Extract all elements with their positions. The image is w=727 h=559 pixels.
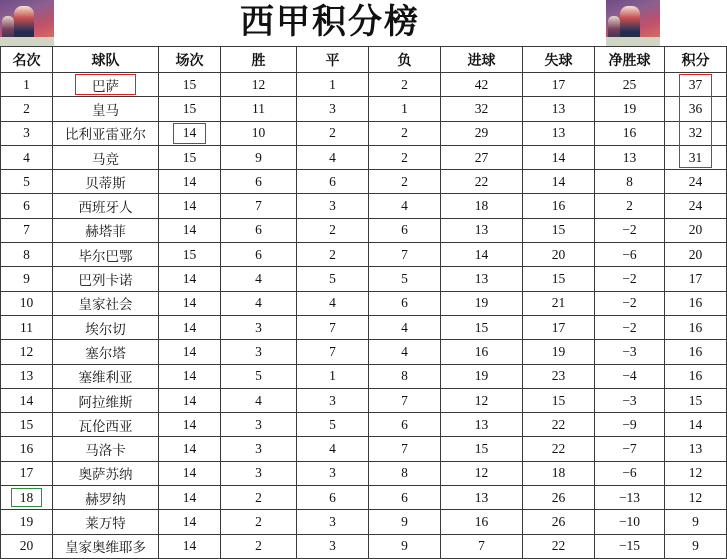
cell-gd: −10 (595, 510, 665, 534)
cell-gf: 12 (441, 461, 523, 485)
cell-rank: 11 (1, 315, 53, 339)
cell-rank: 1 (1, 73, 53, 97)
cell-gf: 16 (441, 510, 523, 534)
cell-ga: 16 (523, 194, 595, 218)
cell-ga: 15 (523, 388, 595, 412)
cell-ga: 23 (523, 364, 595, 388)
table-header (1, 47, 727, 73)
cell-gd: 8 (595, 170, 665, 194)
column-header-played[interactable]: 场次 (159, 47, 221, 73)
cell-played: 14 (159, 340, 221, 364)
cell-draw: 3 (297, 388, 369, 412)
cell-loss: 4 (369, 194, 441, 218)
table-row[interactable] (1, 486, 727, 510)
cell-win: 3 (221, 461, 297, 485)
cell-pts: 14 (665, 413, 727, 437)
cell-ga: 22 (523, 534, 595, 558)
table-row[interactable] (1, 437, 727, 461)
cell-ga: 22 (523, 413, 595, 437)
column-header-gd[interactable]: 净胜球 (595, 47, 665, 73)
cell-loss: 2 (369, 121, 441, 145)
table-row[interactable] (1, 510, 727, 534)
cell-rank: 13 (1, 364, 53, 388)
cell-gf: 29 (441, 121, 523, 145)
cell-gf: 7 (441, 534, 523, 558)
cell-rank: 5 (1, 170, 53, 194)
cell-team: 赫罗纳 (53, 486, 159, 510)
cell-draw: 6 (297, 170, 369, 194)
cell-loss: 8 (369, 461, 441, 485)
cell-gf: 19 (441, 364, 523, 388)
cell-team: 赫塔菲 (53, 218, 159, 242)
cell-team: 埃尔切 (53, 315, 159, 339)
cell-win: 6 (221, 243, 297, 267)
cell-gf: 32 (441, 97, 523, 121)
cell-draw: 1 (297, 73, 369, 97)
cell-gf: 12 (441, 388, 523, 412)
cell-gf: 15 (441, 437, 523, 461)
cell-ga: 21 (523, 291, 595, 315)
table-row[interactable] (1, 194, 727, 218)
table-row[interactable] (1, 534, 727, 558)
cell-pts: 20 (665, 243, 727, 267)
cell-draw: 7 (297, 315, 369, 339)
cell-played: 14 (159, 388, 221, 412)
cell-gf: 18 (441, 194, 523, 218)
column-header-ga[interactable]: 失球 (523, 47, 595, 73)
cell-draw: 1 (297, 364, 369, 388)
cell-gf: 16 (441, 340, 523, 364)
cell-team: 巴列卡诺 (53, 267, 159, 291)
cell-pts: 20 (665, 218, 727, 242)
cell-team: 阿拉维斯 (53, 388, 159, 412)
cell-rank: 15 (1, 413, 53, 437)
cell-rank: 14 (1, 388, 53, 412)
cell-played: 14 (159, 218, 221, 242)
cell-team: 马洛卡 (53, 437, 159, 461)
cell-played: 14 (159, 267, 221, 291)
cell-loss: 4 (369, 315, 441, 339)
cell-played: 15 (159, 145, 221, 169)
cell-win: 7 (221, 194, 297, 218)
page-title: 西甲积分榜 (240, 4, 420, 41)
cell-rank: 9 (1, 267, 53, 291)
cell-pts: 9 (665, 510, 727, 534)
cell-pts: 16 (665, 364, 727, 388)
cell-played: 14 (159, 121, 221, 145)
column-header-rank[interactable]: 名次 (1, 47, 53, 73)
cell-gd: −15 (595, 534, 665, 558)
cell-pts: 16 (665, 340, 727, 364)
table-row[interactable] (1, 461, 727, 485)
cell-loss: 7 (369, 437, 441, 461)
cell-played: 15 (159, 97, 221, 121)
cell-gf: 22 (441, 170, 523, 194)
table-row[interactable] (1, 291, 727, 315)
table-row[interactable] (1, 267, 727, 291)
cell-loss: 7 (369, 388, 441, 412)
cell-loss: 8 (369, 364, 441, 388)
cell-ga: 17 (523, 315, 595, 339)
page-header (0, 0, 660, 46)
cell-draw: 4 (297, 291, 369, 315)
cell-loss: 5 (369, 267, 441, 291)
cell-draw: 7 (297, 340, 369, 364)
cell-win: 12 (221, 73, 297, 97)
cell-rank: 8 (1, 243, 53, 267)
cell-team: 塞维利亚 (53, 364, 159, 388)
cell-win: 3 (221, 340, 297, 364)
cell-ga: 17 (523, 73, 595, 97)
cell-draw: 5 (297, 413, 369, 437)
cell-played: 14 (159, 413, 221, 437)
cell-pts: 13 (665, 437, 727, 461)
cell-pts: 31 (665, 145, 727, 169)
cell-rank: 12 (1, 340, 53, 364)
table-row[interactable] (1, 170, 727, 194)
cell-team: 皇马 (53, 97, 159, 121)
cell-gd: 13 (595, 145, 665, 169)
cell-gd: −3 (595, 388, 665, 412)
cell-loss: 6 (369, 218, 441, 242)
cell-played: 14 (159, 364, 221, 388)
cell-gd: −3 (595, 340, 665, 364)
table-row[interactable] (1, 340, 727, 364)
cell-win: 3 (221, 413, 297, 437)
column-header-pts[interactable]: 积分 (665, 47, 727, 73)
cell-pts: 24 (665, 170, 727, 194)
cell-pts: 15 (665, 388, 727, 412)
cell-rank: 16 (1, 437, 53, 461)
cell-played: 14 (159, 437, 221, 461)
cell-loss: 6 (369, 413, 441, 437)
cell-gf: 19 (441, 291, 523, 315)
cell-loss: 2 (369, 145, 441, 169)
cell-ga: 13 (523, 97, 595, 121)
table-row[interactable] (1, 121, 727, 145)
cell-loss: 2 (369, 170, 441, 194)
cell-win: 4 (221, 388, 297, 412)
cell-pts: 16 (665, 315, 727, 339)
table-row[interactable] (1, 73, 727, 97)
cell-played: 14 (159, 461, 221, 485)
cell-gd: 2 (595, 194, 665, 218)
table-row[interactable] (1, 243, 727, 267)
cell-loss: 2 (369, 73, 441, 97)
table-row[interactable] (1, 388, 727, 412)
cell-win: 9 (221, 145, 297, 169)
cell-team: 贝蒂斯 (53, 170, 159, 194)
cell-team: 毕尔巴鄂 (53, 243, 159, 267)
table-row[interactable] (1, 218, 727, 242)
cell-ga: 19 (523, 340, 595, 364)
cell-pts: 24 (665, 194, 727, 218)
cell-played: 14 (159, 170, 221, 194)
cell-played: 14 (159, 291, 221, 315)
cell-draw: 2 (297, 121, 369, 145)
table-row[interactable] (1, 97, 727, 121)
cell-gd: −2 (595, 291, 665, 315)
cell-gd: −7 (595, 437, 665, 461)
cell-gd: −9 (595, 413, 665, 437)
cell-draw: 5 (297, 267, 369, 291)
cell-loss: 9 (369, 534, 441, 558)
cell-draw: 3 (297, 510, 369, 534)
cell-win: 11 (221, 97, 297, 121)
cell-draw: 3 (297, 461, 369, 485)
cell-win: 4 (221, 291, 297, 315)
cell-gd: 16 (595, 121, 665, 145)
cell-gd: 19 (595, 97, 665, 121)
cell-gd: 25 (595, 73, 665, 97)
cell-win: 6 (221, 218, 297, 242)
cell-rank: 19 (1, 510, 53, 534)
cell-win: 6 (221, 170, 297, 194)
cell-ga: 26 (523, 510, 595, 534)
column-header-gf[interactable]: 进球 (441, 47, 523, 73)
cell-gd: −2 (595, 218, 665, 242)
cell-pts: 12 (665, 461, 727, 485)
cell-win: 5 (221, 364, 297, 388)
cell-draw: 3 (297, 194, 369, 218)
cell-played: 14 (159, 194, 221, 218)
cell-team: 比利亚雷亚尔 (53, 121, 159, 145)
cell-team: 皇家奥维耶多 (53, 534, 159, 558)
cell-team: 巴萨 (53, 73, 159, 97)
cell-gd: −4 (595, 364, 665, 388)
column-header-draw[interactable]: 平 (297, 47, 369, 73)
cell-draw: 3 (297, 97, 369, 121)
cell-rank: 6 (1, 194, 53, 218)
cell-gf: 42 (441, 73, 523, 97)
cell-win: 10 (221, 121, 297, 145)
cell-gf: 13 (441, 486, 523, 510)
cell-pts: 32 (665, 121, 727, 145)
cell-pts: 9 (665, 534, 727, 558)
cell-rank: 10 (1, 291, 53, 315)
photo-decoration-right-icon (606, 0, 660, 46)
cell-gd: −13 (595, 486, 665, 510)
cell-ga: 18 (523, 461, 595, 485)
cell-team: 瓦伦西亚 (53, 413, 159, 437)
column-header-loss[interactable]: 负 (369, 47, 441, 73)
cell-played: 14 (159, 315, 221, 339)
cell-loss: 7 (369, 243, 441, 267)
cell-gd: −6 (595, 461, 665, 485)
standings-table (0, 46, 727, 559)
cell-draw: 6 (297, 486, 369, 510)
table-row[interactable] (1, 145, 727, 169)
cell-draw: 4 (297, 437, 369, 461)
cell-played: 15 (159, 243, 221, 267)
column-header-team[interactable]: 球队 (53, 47, 159, 73)
cell-win: 2 (221, 534, 297, 558)
cell-pts: 17 (665, 267, 727, 291)
cell-pts: 12 (665, 486, 727, 510)
cell-ga: 14 (523, 145, 595, 169)
cell-team: 皇家社会 (53, 291, 159, 315)
cell-win: 2 (221, 510, 297, 534)
cell-gf: 14 (441, 243, 523, 267)
decoration-ground (606, 37, 660, 46)
cell-rank: 3 (1, 121, 53, 145)
cell-ga: 15 (523, 267, 595, 291)
cell-gd: −6 (595, 243, 665, 267)
cell-gf: 15 (441, 315, 523, 339)
cell-draw: 2 (297, 218, 369, 242)
cell-ga: 26 (523, 486, 595, 510)
cell-ga: 15 (523, 218, 595, 242)
cell-draw: 2 (297, 243, 369, 267)
table-row[interactable] (1, 364, 727, 388)
table-body (1, 73, 727, 559)
cell-pts: 16 (665, 291, 727, 315)
cell-loss: 6 (369, 291, 441, 315)
cell-played: 14 (159, 510, 221, 534)
cell-loss: 4 (369, 340, 441, 364)
cell-pts: 37 (665, 73, 727, 97)
cell-played: 15 (159, 73, 221, 97)
cell-team: 马竞 (53, 145, 159, 169)
table-row[interactable] (1, 315, 727, 339)
cell-gf: 13 (441, 267, 523, 291)
table-header-row (1, 47, 727, 73)
cell-played: 14 (159, 534, 221, 558)
cell-team: 西班牙人 (53, 194, 159, 218)
cell-win: 3 (221, 315, 297, 339)
cell-ga: 13 (523, 121, 595, 145)
cell-team: 莱万特 (53, 510, 159, 534)
decoration-figure-primary (620, 6, 640, 40)
cell-ga: 14 (523, 170, 595, 194)
cell-draw: 4 (297, 145, 369, 169)
cell-team: 塞尔塔 (53, 340, 159, 364)
cell-played: 14 (159, 486, 221, 510)
cell-pts: 36 (665, 97, 727, 121)
cell-win: 3 (221, 437, 297, 461)
cell-gd: −2 (595, 315, 665, 339)
cell-rank: 7 (1, 218, 53, 242)
cell-loss: 6 (369, 486, 441, 510)
cell-ga: 22 (523, 437, 595, 461)
cell-gf: 13 (441, 413, 523, 437)
cell-gd: −2 (595, 267, 665, 291)
table-row[interactable] (1, 413, 727, 437)
cell-rank: 18 (1, 486, 53, 510)
cell-loss: 9 (369, 510, 441, 534)
cell-rank: 2 (1, 97, 53, 121)
cell-win: 2 (221, 486, 297, 510)
cell-loss: 1 (369, 97, 441, 121)
cell-team: 奥萨苏纳 (53, 461, 159, 485)
cell-win: 4 (221, 267, 297, 291)
cell-gf: 13 (441, 218, 523, 242)
cell-rank: 20 (1, 534, 53, 558)
column-header-win[interactable]: 胜 (221, 47, 297, 73)
cell-ga: 20 (523, 243, 595, 267)
cell-gf: 27 (441, 145, 523, 169)
cell-rank: 17 (1, 461, 53, 485)
cell-rank: 4 (1, 145, 53, 169)
cell-draw: 3 (297, 534, 369, 558)
